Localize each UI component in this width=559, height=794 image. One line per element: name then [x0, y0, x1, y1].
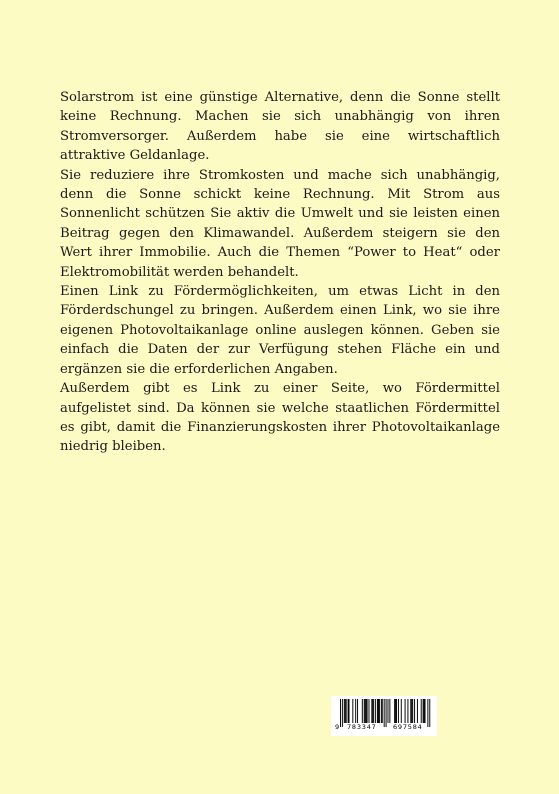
barcode-bar [412, 699, 413, 723]
barcode-bar [345, 699, 346, 723]
barcode-bar [348, 699, 349, 723]
blurb-text [60, 88, 500, 457]
blurb-paragraph-4: Außerdem gibt es Link zu einer Seite, wo Fördermittel aufgelistet sind. Da können sie welche staatlichen Fördermittel es gibt, damit die Finanzierungskosten ihrer Photovoltaikanlage niedrig bleiben. [60, 381, 500, 455]
barcode-bar [344, 699, 345, 723]
barcode-bar [364, 699, 365, 723]
barcode-bar [394, 699, 395, 723]
barcode-bar [382, 699, 383, 723]
barcode-digits [331, 723, 437, 734]
barcode-left-group: 783347 [347, 723, 377, 731]
barcode-bar [421, 699, 422, 723]
barcode-bar [411, 699, 412, 723]
barcode-bar [388, 699, 389, 723]
barcode-bar [366, 699, 367, 723]
barcode-bar [346, 699, 347, 723]
isbn-barcode [331, 696, 437, 736]
barcode-bar [375, 699, 376, 723]
barcode-bar [367, 699, 368, 723]
barcode-bar [389, 699, 390, 723]
barcode-bar [372, 699, 373, 723]
barcode-lead-digit: 9 [335, 723, 340, 731]
blurb-paragraph-2: Sie reduziere ihre Stromkosten und mache sich unabhängig, denn die Sonne schickt keine Rechnung. Mit Strom aus Sonnenlicht schützen Sie aktiv die Umwelt und sie leisten einen Beitrag gegen den Klimawandel. Außerdem steigern sie den Wert ihrer Immobilie. Auch die Themen “Power to Heat“ oder Elektromobilität werden behandelt. [60, 167, 500, 280]
barcode-bar [349, 699, 350, 723]
barcode-bar [381, 699, 382, 723]
barcode-bar [405, 699, 406, 723]
barcode-bar [410, 699, 411, 723]
blurb-paragraph-3: Einen Link zu Fördermöglichkeiten, um etwas Licht in den Förderdschungel zu bringen. Außerdem einen Link, wo sie ihre eigenen Photovoltaikanlage online auslegen können. Geben sie einfach die Daten der zur Verfügung stehen Fläche ein und ergänzen sie die erforderlichen Angaben. [60, 284, 500, 377]
barcode-bar [378, 699, 379, 723]
barcode-bar [357, 699, 358, 723]
barcode-bar [396, 699, 397, 723]
barcode-right-group: 697584 [393, 723, 423, 731]
barcode-bar [379, 699, 380, 723]
barcode-bar [355, 699, 356, 723]
barcode-bar [395, 699, 396, 723]
barcode-bar [401, 699, 402, 723]
barcode-bar [369, 699, 370, 723]
barcode-bar [407, 699, 408, 723]
barcode-bar [417, 699, 418, 723]
barcode-bar [423, 699, 424, 723]
barcode-bar [398, 699, 399, 723]
barcode-bar [365, 699, 366, 723]
barcode-bar [371, 699, 372, 723]
barcode-bar [425, 699, 426, 723]
barcode-bar [377, 699, 378, 723]
barcode-bar [414, 699, 415, 723]
barcode-bar [424, 699, 425, 723]
barcode-bar [352, 699, 353, 723]
blurb-paragraph-1: Solarstrom ist eine günstige Alternative, denn die Sonne stellt keine Rechnung. Machen sie sich unabhängig von ihren Stromversorger. Außerdem habe sie eine wirtschaftlich attraktive Geldanlage. [60, 90, 500, 164]
barcode-bar [373, 699, 374, 723]
barcode-bar [362, 699, 363, 723]
